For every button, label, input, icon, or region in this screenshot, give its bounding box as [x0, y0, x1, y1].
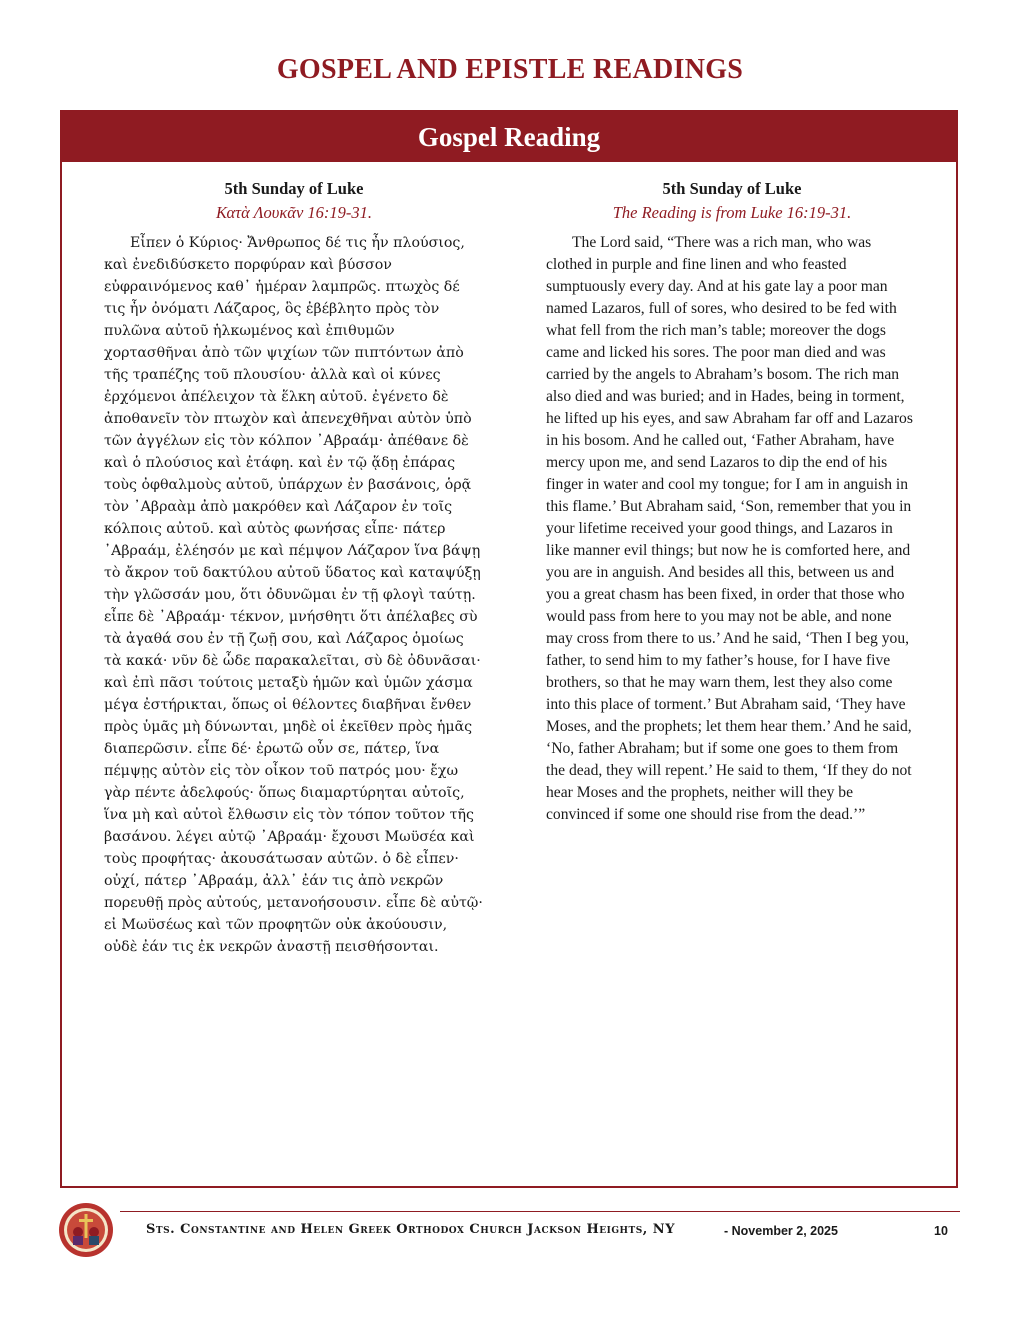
greek-subtitle: Κατὰ Λουκᾶν 16:19-31. [215, 203, 373, 222]
english-column [546, 178, 918, 826]
church-seal-icon [58, 1202, 114, 1258]
page-title: GOSPEL AND EPISTLE READINGS [276, 54, 744, 85]
section-header: Gospel Reading [62, 112, 956, 162]
footer-rule [120, 1211, 960, 1212]
greek-column [104, 178, 484, 958]
page-number: 10 [934, 1224, 948, 1238]
english-heading: 5th Sunday of Luke [662, 179, 802, 198]
footer-church-name: Sts. Constantine and Helen Greek Orthodox Church Jackson Heights, NY [146, 1222, 675, 1237]
greek-text: Εἶπεν ὁ Κύριος· Ἄνθρωπος δέ τις ἦν πλούσιος, καὶ ἐνεδιδύσκετο πορφύραν καὶ βύσσον εὐφραινόμενος καθ᾿ ἡμέραν λαμπρῶς. πτωχὸς δέ τις ἦν ὀνόματι Λάζαρος, ὃς ἐβέβλητο πρὸς τὸν πυλῶνα αὐτοῦ ἡλκωμένος καὶ ἐπιθυμῶν χορτασθῆναι ἀπὸ τῶν ψιχίων τῶν πιπτόντων ἀπὸ τῆς τραπέζης τοῦ πλουσίου· ἀλλὰ καὶ οἱ κύνες ἐρχόμενοι ἀπέλειχον τὰ ἕλκη αὐτοῦ. ἐγένετο δὲ ἀποθανεῖν τὸν πτωχὸν καὶ ἀπενεχθῆναι αὐτὸν ὑπὸ τῶν ἀγγέλων εἰς τὸν κόλπον ᾿Αβραάμ· ἀπέθανε δὲ καὶ ὁ πλούσιος καὶ ἐτάφη. καὶ ἐν τῷ ᾅδῃ ἐπάρας τοὺς ὀφθαλμοὺς αὐτοῦ, ὑπάρχων ἐν βασάνοις, ὁρᾷ τὸν ᾿Αβραὰμ ἀπὸ μακρόθεν καὶ Λάζαρον ἐν τοῖς κόλποις αὐτοῦ. καὶ αὐτὸς φωνήσας εἶπε· πάτερ ᾿Αβραάμ, ἐλέησόν με καὶ πέμψον Λάζαρον ἵνα βάψῃ τὸ ἄκρον τοῦ δακτύλου αὐτοῦ ὕδατος καὶ καταψύξῃ τὴν γλῶσσάν μου, ὅτι ὀδυνῶμαι ἐν τῇ φλογὶ ταύτῃ. εἶπε δὲ ᾿Αβραάμ· τέκνον, μνήσθητι ὅτι ἀπέλαβες σὺ τὰ ἀγαθά σου ἐν τῇ ζωῇ σου, καὶ Λάζαρος ὁμοίως τὰ κακά· νῦν δὲ ὧδε παρακαλεῖται, σὺ δὲ ὀδυνᾶσαι· καὶ ἐπὶ πᾶσι τούτοις μεταξὺ ἡμῶν καὶ ὑμῶν χάσμα μέγα ἐστήρικται, ὅπως οἱ θέλοντες διαβῆναι ἔνθεν πρὸς ὑμᾶς μὴ δύνωνται, μηδὲ οἱ ἐκεῖθεν πρὸς ἡμᾶς διαπερῶσιν. εἶπε δέ· ἐρωτῶ οὖν σε, πάτερ, ἵνα πέμψῃς αὐτὸν εἰς τὸν οἶκον τοῦ πατρός μου· ἔχω γὰρ πέντε ἀδελφούς· ὅπως διαμαρτύρηται αὐτοῖς, ἵνα μὴ καὶ αὐτοὶ ἔλθωσιν εἰς τὸν τόπον τοῦτον τῆς βασάνου. λέγει αὐτῷ ᾿Αβραάμ· ἔχουσι Μωϋσέα καὶ τοὺς προφήτας· ἀκουσάτωσαν αὐτῶν. ὁ δὲ εἶπεν· οὐχί, πάτερ ᾿Αβραάμ, ἀλλ᾿ ἐάν τις ἀπὸ νεκρῶν πορευθῇ πρὸς αὐτούς, μετανοήσουσιν. εἶπε δὲ αὐτῷ· εἰ Μωϋσέως καὶ τῶν προφητῶν οὐκ ἀκούουσιν, οὐδὲ ἐάν τις ἐκ νεκρῶν ἀναστῇ πεισθήσονται. [104, 235, 483, 955]
footer-date: - November 2, 2025 [724, 1224, 838, 1238]
greek-heading: 5th Sunday of Luke [224, 179, 364, 198]
english-text: The Lord said, “There was a rich man, who was clothed in purple and fine linen and who feasted sumptuously every day. And at his gate lay a poor man named Lazaros, full of sores, who desired to be fed with what fell from the rich man’s table; moreover the dogs came and licked his sores. The poor man died and was carried by the angels to Abraham’s bosom. The rich man also died and was buried; and in Hades, being in torment, he lifted up his eyes, and saw Abraham far off and Lazaros in his bosom. And he called out, ‘Father Abraham, have mercy upon me, and send Lazaros to dip the end of his finger in water and cool my tongue; for I am in anguish in this flame.’ But Abraham said, ‘Son, remember that you in your lifetime received your good things, and Lazaros in like manner evil things; but now he is comforted here, and you are in anguish. And besides all this, between us and you a great chasm has been fixed, in order that those who would pass from here to you may not be able, and none may cross from there to us.’ And he said, ‘Then I beg you, father, to send him to my father’s house, for I have five brothers, so that he may warn them, lest they also come into this place of torment.’ But Abraham said, ‘They have Moses, and the prophets; let them hear them.’ And he said, ‘No, father Abraham; but if some one goes to them from the dead, they will repent.’ He said to them, ‘If they do not hear Moses and the prophets, neither will they be convinced if some one should rise from the dead.’” [546, 234, 913, 823]
english-subtitle: The Reading is from Luke 16:19-31. [612, 203, 852, 222]
